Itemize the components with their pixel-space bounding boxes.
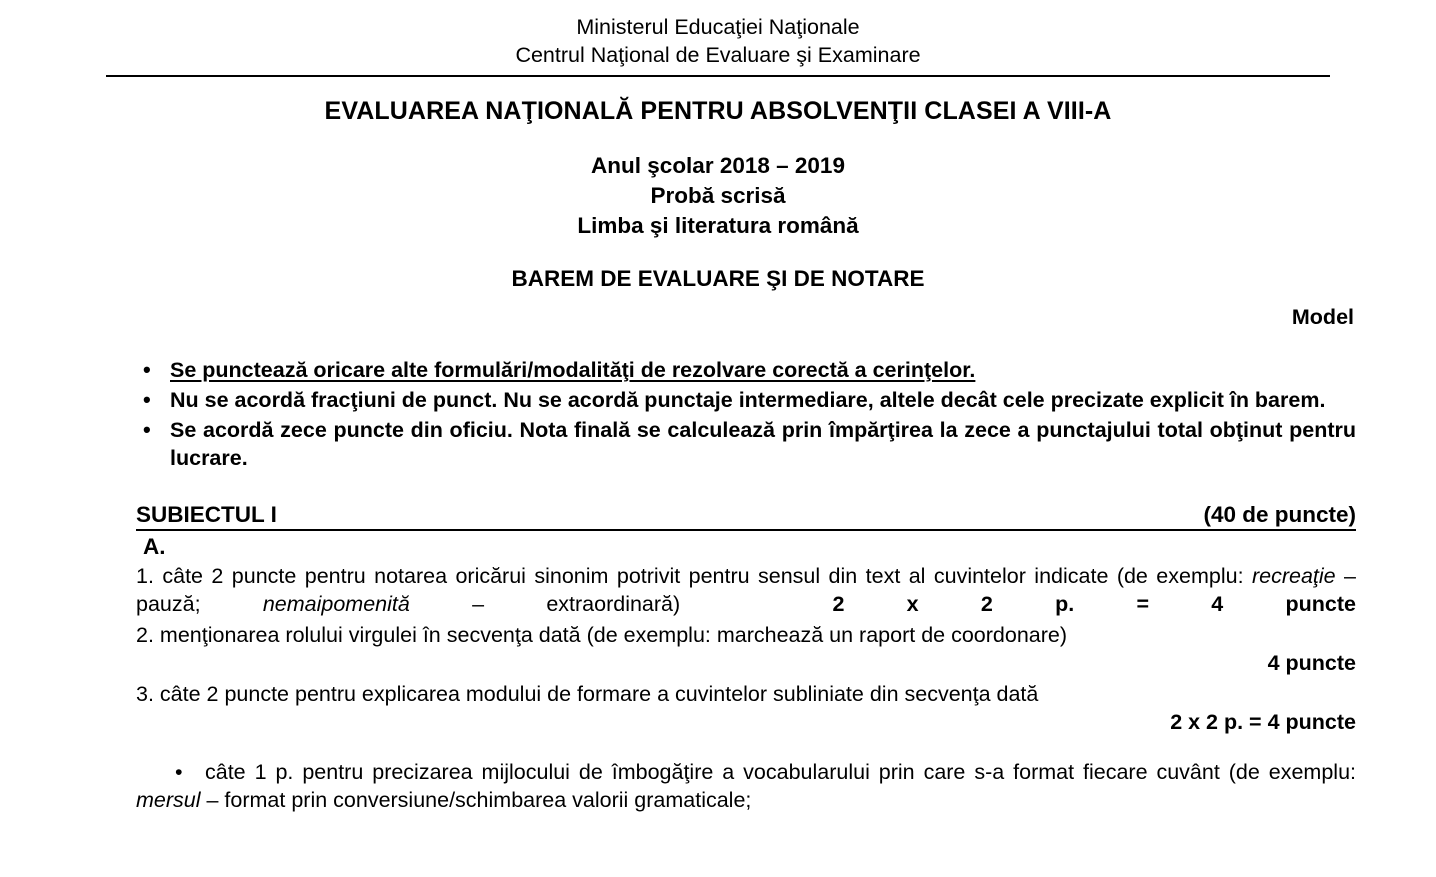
note-text: Se punctează oricare alte formulări/modalităţi de rezolvare corectă a cerinţelor. xyxy=(170,358,976,383)
barem-item-2 xyxy=(136,622,1356,678)
barem-item-1 xyxy=(136,563,1356,619)
list-item xyxy=(136,387,1356,415)
school-year: Anul şcolar 2018 – 2019 xyxy=(591,153,845,179)
note-text: Nu se acordă fracţiuni de punct. Nu se acordă punctaje intermediare, altele decât cele precizate explicit în barem. xyxy=(170,388,1326,413)
subbullet-text-end: – format prin conversiune/schimbarea valorii gramaticale; xyxy=(200,787,752,812)
item-number: 1. xyxy=(136,564,154,589)
title-block xyxy=(0,97,1436,292)
exam-subtitle xyxy=(0,151,1436,241)
subbullet-text: câte 1 p. pentru precizarea mijlocului de îmbogăţire a vocabularului prin care s-a format fiecare cuvânt (de exemplu: xyxy=(205,760,1356,785)
ministry-line: Ministerul Educaţiei Naţionale xyxy=(576,15,860,39)
item-body xyxy=(136,681,1356,709)
barem-title: BAREM DE EVALUARE ŞI DE NOTARE xyxy=(511,266,925,292)
list-item xyxy=(136,417,1356,472)
part-label: A. xyxy=(143,534,166,560)
exam-type: Probă scrisă xyxy=(650,183,786,209)
document-body xyxy=(136,357,1356,814)
item-body xyxy=(136,622,1356,650)
item-number: 3. xyxy=(136,682,154,707)
barem-subbullet xyxy=(136,759,1356,815)
item-score: 2 x 2 p. = 4 puncte xyxy=(1170,710,1356,735)
bullet-icon: • xyxy=(175,760,183,785)
item-text: câte 2 puncte pentru notarea oricărui sinonim potrivit pentru sensul din text al cuvintelor indicate (de exemplu: xyxy=(162,564,1252,589)
barem-item-3 xyxy=(136,681,1356,737)
item-text-end: – extraordinară) xyxy=(409,592,681,617)
subject-points: (40 de puncte) xyxy=(1203,502,1356,528)
item-example-1: recreaţie xyxy=(1251,564,1336,589)
list-item xyxy=(136,357,1356,385)
item-text: câte 2 puncte pentru explicarea modului de formare a cuvintelor subliniate din secvenţa dată xyxy=(159,682,1039,707)
note-text: Se acordă zece puncte din oficiu. Nota finală se calculează prin împărţirea la zece a punctajului total obţinut pentru lucrare. xyxy=(170,417,1356,470)
subbullet-example: mersul xyxy=(136,787,201,812)
item-score: 4 puncte xyxy=(1267,651,1356,676)
item-number: 2. xyxy=(136,623,154,648)
center-line: Centrul Naţional de Evaluare şi Examinare xyxy=(515,42,921,67)
subject-heading xyxy=(136,502,1356,531)
header-divider xyxy=(106,75,1330,77)
item-text: menţionarea rolului virgulei în secvenţa dată (de exemplu: marchează un raport de coordonare) xyxy=(159,623,1068,648)
model-label: Model xyxy=(1291,305,1354,330)
exam-discipline: Limba şi literatura română xyxy=(577,213,859,239)
institution-header xyxy=(0,0,1436,69)
item-body xyxy=(136,563,1356,619)
item-score: 2 x 2 p. = 4 puncte xyxy=(832,592,1356,617)
item-text-mid: – pauză; xyxy=(136,564,1356,617)
exam-title: EVALUAREA NAŢIONALĂ PENTRU ABSOLVENŢII CLASEI A VIII-A xyxy=(324,97,1112,126)
grading-notes-list xyxy=(136,357,1356,472)
subject-title: SUBIECTUL I xyxy=(136,502,277,528)
item-example-2: nemaipomenită xyxy=(262,592,410,617)
